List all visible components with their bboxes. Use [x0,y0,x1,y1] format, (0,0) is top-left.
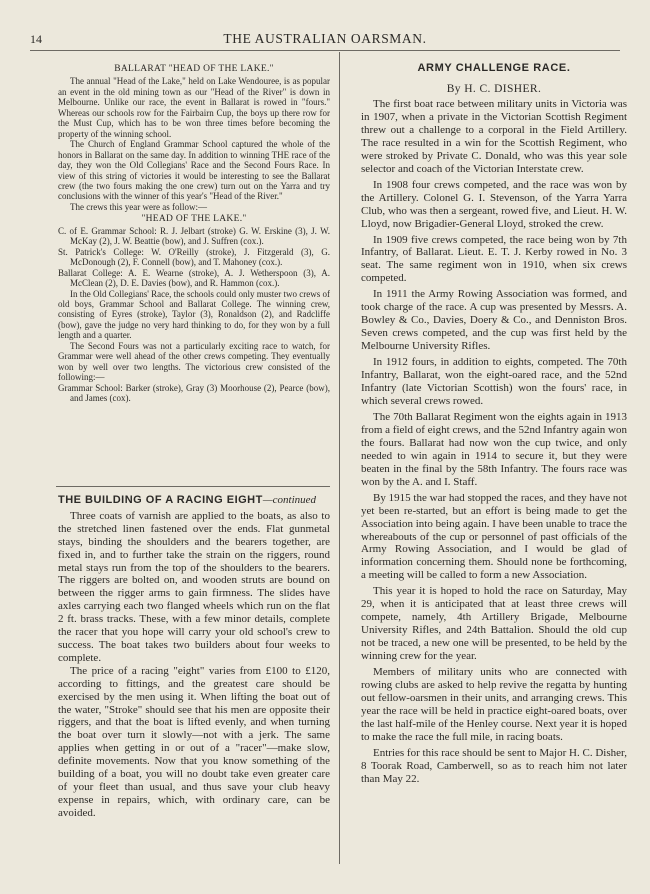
army-article [361,62,627,789]
ballarat-paragraph: The annual "Head of the Lake," held on Lake Wendouree, is as popular an event in the old mining town as our "Head of the River" is down in Melbourne. Unlike our race, the event in Ballarat is rowed in "fours." Whereas our schools row for the Fairbairn Cup, the boys up there row for the Must Cup, which has to be won three times before becoming the property of the winning school. [58,76,330,139]
army-paragraph: Members of military units who are connected with rowing clubs are asked to help revive the regatta by hunting out fellow-oarsmen in their units, and arranging crews. This year the race will be held in practice eight-oared boats, over the last half-mile of the Henley course. Next year it is hoped to make the race the full mile, in racing boats. [361,666,627,743]
building-paragraph: Three coats of varnish are applied to the boats, as also to the stretched linen fastened over the ends. Flat gunmetal stays, binding the shoulders and the bearers together, are fixed in, and to further take the strain on the riggers, round metal stays run from the top of the shoulders to the bearers. The riggers are bolted on, and wooden struts are bound on between the rigger arms to gain firmness. The slides have axles carrying each two flanged wheels which run on the flat 2 ft. brass tracks. These, with a few minor details, complete the racer that you hope will carry your old school's crew to success. The boat takes two builders about four weeks to complete. [58,509,330,664]
page-header [30,30,620,51]
ballarat-article [58,64,330,404]
army-byline: By H. C. DISHER. [446,83,542,95]
army-paragraph: In 1912 fours, in addition to eights, competed. The 70th Infantry, Ballarat, won the eight-oared race, and the 52nd Infantry (late Victorian Scottish) won the fours' race, in which several crews rowed. [361,356,627,407]
continued-label: —continued [262,494,317,506]
building-article [58,494,330,820]
ballarat-paragraph: The Second Fours was not a particularly exciting race to watch, for Grammar were well ahead of the other crews competing. They eventually won by well over two lengths. The victorious crew consisted of the following:— [58,340,330,383]
column-divider [339,52,340,864]
building-title [58,494,330,507]
crew-entry: Ballarat College: A. E. Wearne (stroke), A. J. Wetherspoon (3), A. McClean (2), D. E. Davies (bow), and R. Hammon (cox.). [58,267,330,289]
section-rule [56,486,330,487]
army-title: ARMY CHALLENGE RACE. [417,62,571,74]
crews-heading: "HEAD OF THE LAKE." [141,214,247,225]
ballarat-paragraph: In the Old Collegians' Race, the schools could only muster two crews of old boys, Grammar School and Ballarat College. The winning crew, consisting of Eyres (stroke), Taylor (3), Ronaldson (2), and Radcliffe (bow), gave the judge no very hard thinking to do, for they won by a full length and a quarter. [58,288,330,341]
ballarat-paragraph: The crews this year were as follow:— [70,201,207,212]
crew-entry: C. of E. Grammar School: R. J. Jelbart (stroke) G. W. Erskine (3), J. W. McKay (2), J. W. Beattie (bow), and J. Suffren (cox.). [58,225,330,247]
army-paragraph: In 1911 the Army Rowing Association was formed, and took charge of the race. A cup was presented by Messrs. A. Bowley & Co., Davies, Doery & Co., and Denniston Bros. Seven crews competed, and the cup was first held by the Melbourne University Rifles. [361,288,627,353]
building-title-text: THE BUILDING OF A RACING EIGHT [58,494,263,506]
ballarat-paragraph: The Church of England Grammar School captured the whole of the honors in Ballarat on the same day. In addition to winning THE race of the day, they won the Old Collegians' Race and the Second Fours Race. In view of this string of victories it would be interesting to see the Ballarat crew (the two fours making the one crew) turn out on the Yarra and try conclusions with the winner of this year's "Head of the River." [58,139,330,202]
crew-entry: St. Patrick's College: W. O'Reilly (stroke), J. Fitzgerald (3), G. McDonough (2), F. Connell (bow), and T. Mahoney (cox.). [58,246,330,268]
army-paragraph: Entries for this race should be sent to Major H. C. Disher, 8 Toorak Road, Camberwell, so as to reach him not later than May 22. [361,746,627,785]
army-paragraph: The 70th Ballarat Regiment won the eights again in 1913 from a field of eight crews, and the 52nd Infantry again won the fours. Ballarat had now won the cup twice, and only needed to win again in 1914 to secure it, but they were beaten in the final by the 58th Infantry. The fours race was won by the A. and I. Staff. [361,410,627,488]
running-title: THE AUSTRALIAN OARSMAN. [223,31,427,46]
building-paragraph: The price of a racing "eight" varies from £100 to £120, according to fittings, and the greatest care should be exercised by the men using it. When lifting the boat out of the water, "Stroke" should see that his men are opposite their riggers, and that the boat is lifted evenly, and when turning the boat over turn it slowly—not with a jerk. The same applies when getting in or out of a "racer"—make slow, definite movements. Now that you know something of the building of a boat, you will no doubt take even greater care of your fleet than usual, and thus save your club heavy expense in repairs, which, with ordinary care, can be avoided. [58,664,330,819]
army-paragraph: This year it is hoped to hold the race on Saturday, May 29, when it is anticipated that at least three crews will compete, namely, 4th Artillery Brigade, Melbourne University Rifles, and 24th Battalion. Should the old cup not be traced, a new one will be presented, to be held by the winning crew for the year. [361,585,627,663]
crew-entry: Grammar School: Barker (stroke), Gray (3) Moorhouse (2), Pearce (bow), and James (cox). [58,382,330,404]
army-paragraph: By 1915 the war had stopped the races, and they have not yet been re-started, but an effort is being made to get the Association into being again. I have been unable to trace the whereabouts of the cup or personnel of past officials of the Army Rowing Association, and I would be glad of information concerning them. Should none be forthcoming, a meeting will be called to form a new Association. [361,491,627,582]
army-paragraph: In 1908 four crews competed, and the race was won by the Artillery. Colonel G. I. Stevenson, of the Yarra Yarra Club, who was then a sergeant, rowed five, and Lieut. H. W. Lloyd, now Brigadier-General Lloyd, stroked the crew. [361,178,627,230]
page-number: 14 [30,32,42,46]
army-paragraph: In 1909 five crews competed, the race being won by 7th Infantry, of Ballarat. Lieut. E. T. J. Kerby rowed in No. 3 seat. The same regiment won in 1910, when six crews competed. [361,233,627,285]
army-paragraph: The first boat race between military units in Victoria was in 1907, when a private in the Victorian Scottish Regiment threw out a challenge to a corporal in the Field Artillery. The race resulted in a win for the Scottish Regiment, who were stroked by Private C. Donald, who was this year sole selector and coach of the Victorian Interstate crew. [361,98,627,175]
ballarat-title: BALLARAT "HEAD OF THE LAKE." [114,64,274,74]
